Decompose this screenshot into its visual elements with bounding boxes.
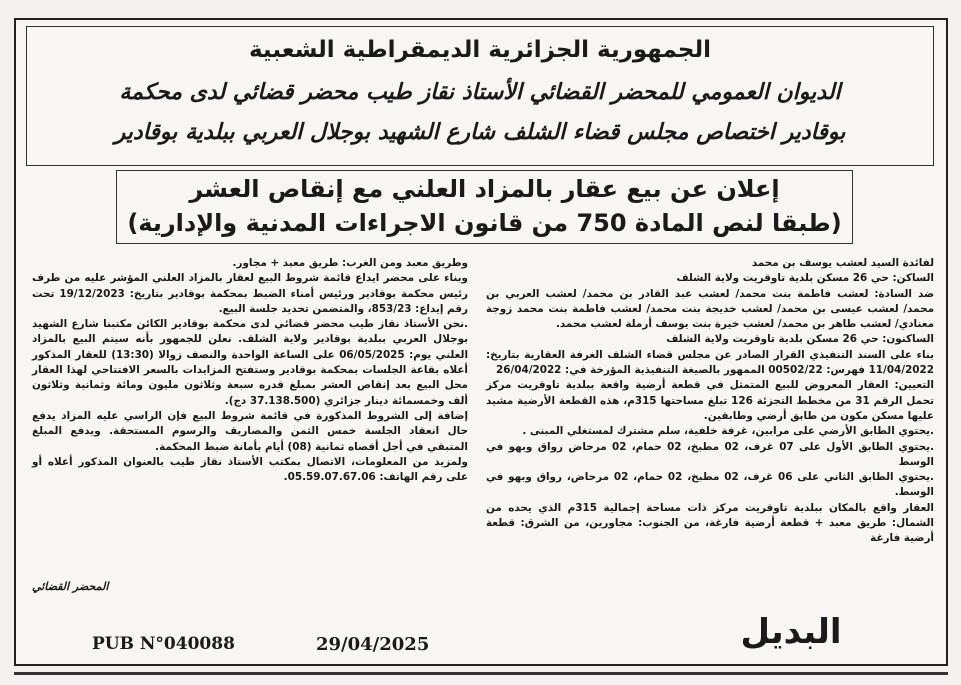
signature-label: المحضر القضائي [32, 580, 109, 593]
announcement-frame [14, 18, 948, 666]
title-line-2: (طبقا لنص المادة 750 من قانون الاجراءات المدنية والإدارية) [127, 209, 842, 237]
paragraph: العقار واقع بالمكان ببلدية تاوقريت مركز ذات مساحة إجمالية 315م الذي يحده من الشمال: طريق معبد + قطعة أرضية فارغة، من الجنوب: مجاورين، من الشرق: قطعة أرضية فارغة [486, 501, 934, 545]
title-box [116, 170, 853, 244]
paragraph: إضافة إلى الشروط المذكورة في قائمة شروط البيع فإن الراسي عليه المزاد يدفع حال انعقاد الجلسة خمس الثمن والمصاريف والرسوم المستحقة. ويدفع المبلغ المتبقي في أجل أقصاه ثمانية (08) أيام بأمانة ضبط المحكمة. [32, 409, 468, 453]
paragraph: .نحن الأستاذ نقاز طيب محضر قضائي لدى محكمة بوقادير الكائن مكتبنا شارع الشهيد بوجلال العربي ببلدية بوقادير ولاية الشلف. نعلن للجمهور بأنه سيتم البيع بالمزاد العلني يوم: 06/05/2025 على الساعة الواحدة والنصف زوالا (13:30) للعقار المذكور أعلاه بقاعة الجلسات بمحكمة بوقادير وستفتح المزايدات بالسعر الافتتاحي لهذا العقار محل البيع بعد إنقاص العشر بمبلغ قدره سبعة وثلاثون مليون ومائة وثمانية وثلاثون ألف وخمسمائة دينار جزائري (37.138.500 دج). [32, 318, 469, 407]
paragraph: الساكن: حي 26 مسكن بلدية تاوقريت ولاية الشلف [676, 272, 934, 285]
paragraph: ضد السادة: لعشب فاطمة بنت محمد/ لعشب عبد القادر بن محمد/ لعشب العربي بن محمد/ لعشب عيسى بن محمد/ لعشب خديجة بنت محمد/ لعشب فاطمة بنت محمد زوجة معنادي/ لعشب طاهر بن محمد/ لعشب خيرة بنت يوسف أرملة لعشب محمد. [486, 287, 934, 331]
paragraph: .يحتوي الطابق الأول على 07 غرف، 02 مطبخ، 02 حمام، 02 مرحاض رواق وبهو في الوسط [486, 440, 935, 468]
header-box [26, 26, 934, 166]
paragraph: وطريق معبد ومن الغرب: طريق معبد + مجاور. [232, 257, 468, 269]
left-column [32, 256, 468, 485]
office-line-2: بوقادير اختصاص مجلس قضاء الشلف شارع الشهيد بوجلال العربي ببلدية بوقادير [114, 119, 846, 145]
office-line-1: الديوان العمومي للمحضر القضائي الأستاذ نقاز طيب محضر قضائي لدى محكمة [119, 79, 841, 105]
paragraph: .يحتوي الطابق الأرضي على مرابين، غرفة خلفية، سلم مشترك لمستغلي المبنى . [522, 425, 934, 438]
paragraph: التعيين: العقار المعروض للبيع المتمثل في قطعة أرضية واقعة ببلدية تاوقريت مركز تحمل الرقم 31 من مخطط التجزئة 126 تبلغ مساحتها 315م، هذه القطعة الأرضية مشيد عليها مسكن مكون من طابق أرضي وطابقين. [486, 379, 935, 422]
publication-date: 29/04/2025 [316, 634, 430, 655]
bottom-rule [14, 672, 948, 675]
paragraph: بناء على السند التنفيذي القرار الصادر عن مجلس قضاء الشلف الغرفة العقارية بتاريخ: 11/04/2022 فهرس: 00502/22 الممهور بالصيغة التنفيذية المؤرخة في: 26/04/2022 [486, 348, 934, 377]
paragraph: ولمزيد من المعلومات، الاتصال بمكتب الأستاذ نقاز طيب بالعنوان المذكور أعلاه أو على رقم الهاتف: 05.59.07.67.06. [32, 455, 468, 484]
republic-heading: الجمهورية الجزائرية الديمقراطية الشعبية [248, 37, 712, 63]
title-line-1: إعلان عن بيع عقار بالمزاد العلني مع إنقاص العشر [189, 175, 780, 203]
paragraph: وبناء على محضر ايداع قائمة شروط البيع لعقار بالمزاد العلني المؤشر عليه من طرف رئيس محكمة بوقادير ورئيس أمناء الضبط بمحكمة بوقادير بتاريخ: 19/12/2023 تحت رقم إيداع: 853/23، والمتضمن تحديد جلسة البيع. [32, 272, 468, 315]
paragraph: الساكنون: حي 26 مسكن بلدية تاوقريت ولاية الشلف [666, 333, 934, 346]
badil-label: البديل [740, 612, 842, 652]
paragraph: لفائدة السيد لعشب يوسف بن محمد [751, 257, 934, 269]
paragraph: .يحتوي الطابق الثاني على 06 غرف، 02 مطبخ، 02 حمام، 02 مرحاض، رواق وبهو في الوسط. [486, 471, 934, 499]
right-column [486, 256, 934, 547]
pub-number: PUB N°040088 [92, 634, 235, 654]
